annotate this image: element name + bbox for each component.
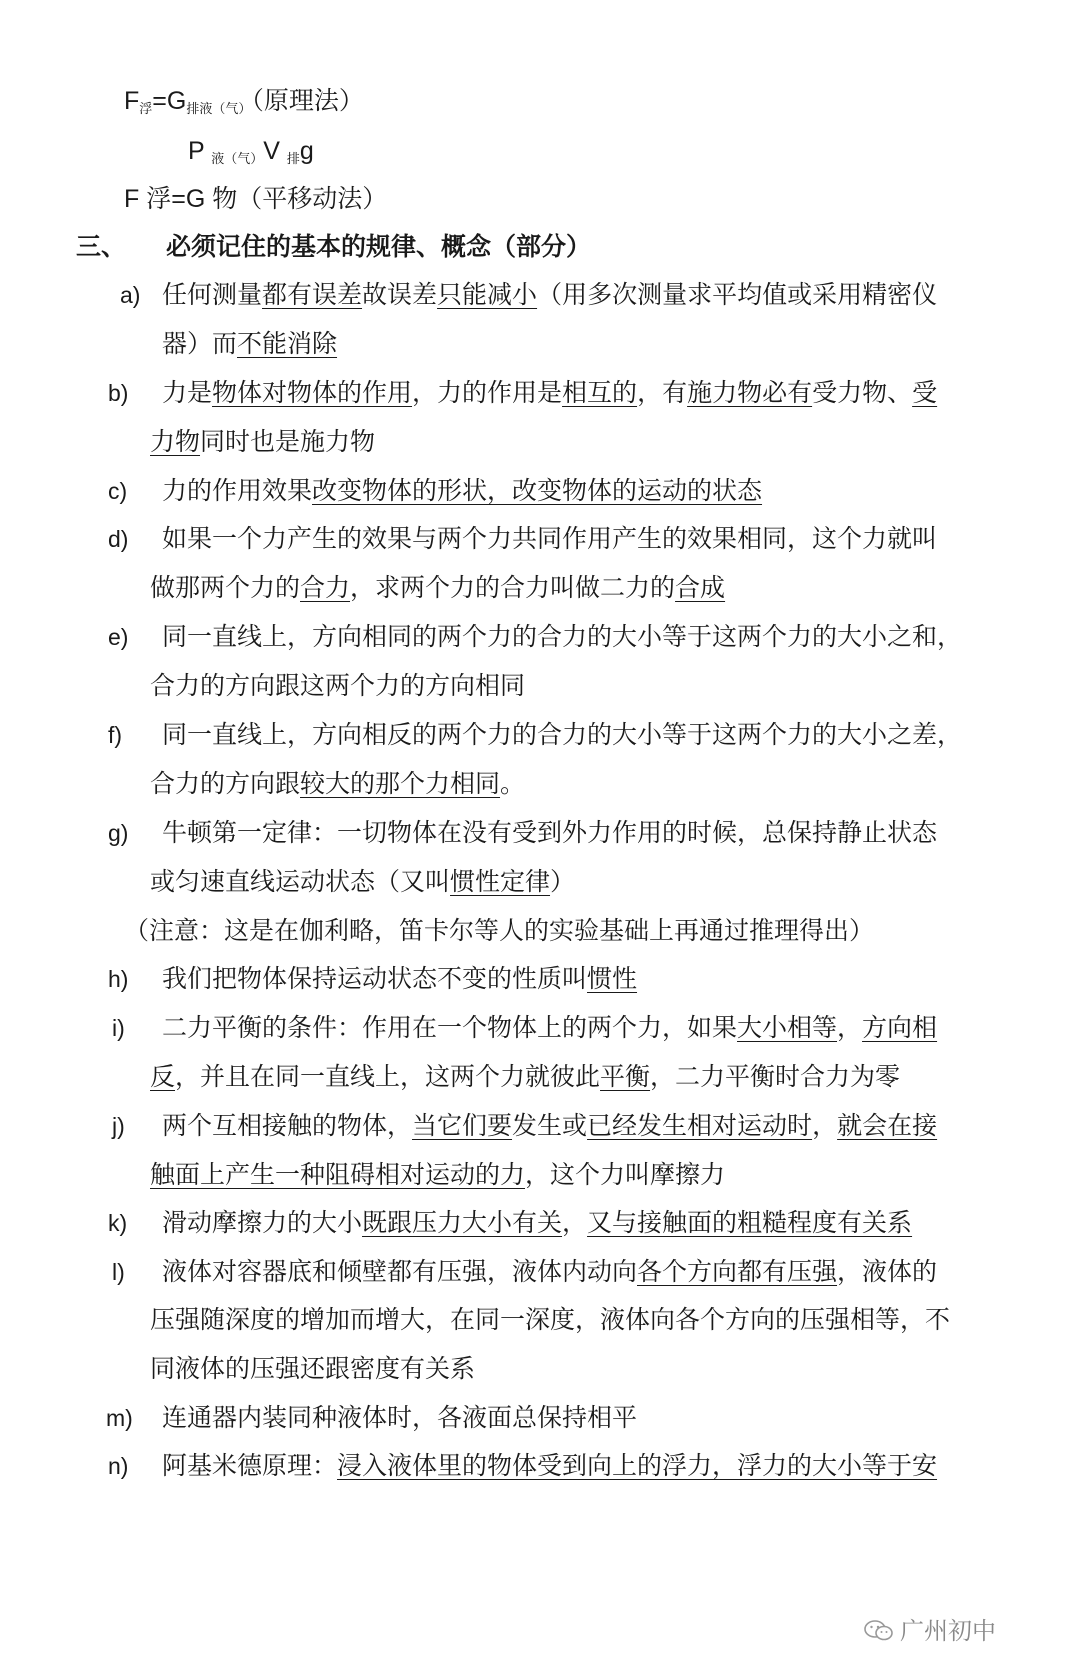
item-h-line1 [162, 962, 637, 996]
item-label: d) [108, 526, 129, 552]
formula-subscript: 液（气） [211, 151, 264, 166]
item-i-line1 [162, 1011, 937, 1045]
item-label: l) [112, 1259, 125, 1285]
item-d-line1 [162, 522, 937, 556]
item-n-line1 [162, 1449, 937, 1483]
key-phrase: 较大的那个力相同 [300, 769, 501, 798]
text: 同液体的压强还跟密度有关系 [150, 1354, 476, 1383]
key-phrase: 改变物体的形状，改变物体的运动的状态 [312, 476, 763, 505]
item-a-line2 [162, 327, 337, 361]
text: ，力的作用是 [412, 378, 563, 407]
item-label: m) [106, 1405, 133, 1431]
text: 发生或 [512, 1111, 588, 1140]
item-l-line3 [150, 1352, 475, 1386]
key-phrase: 相互的 [562, 378, 638, 407]
item-label: h) [108, 966, 129, 992]
text: ， [562, 1208, 588, 1237]
item-b-line1 [162, 376, 937, 410]
item-label: c) [108, 478, 128, 504]
key-phrase: 反 [150, 1062, 176, 1091]
item-label: e) [108, 624, 129, 650]
item-l-line1 [162, 1255, 937, 1289]
item-e-line1 [162, 620, 962, 654]
wechat-icon [864, 1619, 894, 1649]
item-i-line2 [150, 1060, 900, 1094]
item-b-line2 [150, 425, 375, 459]
watermark-text: 广州初中 [900, 1617, 996, 1645]
key-phrase: 合成 [675, 573, 726, 602]
item-k-line1 [162, 1206, 912, 1240]
text: ，求两个力的合力叫做二力的 [350, 573, 676, 602]
text: ， [812, 1111, 838, 1140]
item-j-line1 [162, 1109, 937, 1143]
key-phrase: 当它们要 [412, 1111, 513, 1140]
text: 受力物、 [812, 378, 913, 407]
item-f-line1 [162, 718, 962, 752]
item-l-line2 [150, 1303, 950, 1337]
item-a-line1 [162, 278, 937, 312]
watermark [864, 1611, 996, 1649]
text: 压强随深度的增加而增大，在同一深度，液体向各个方向的压强相等，不 [150, 1305, 951, 1334]
text: ，并且在同一直线上，这两个力就彼此 [175, 1062, 601, 1091]
text: 或匀速直线运动状态（又叫 [150, 867, 451, 896]
text: 同一直线上，方向相反的两个力的合力的大小等于这两个力的大小之差， [162, 720, 963, 749]
key-phrase: 惯性 [587, 964, 638, 993]
text: 。 [500, 769, 526, 798]
key-phrase: 不能消除 [237, 329, 338, 358]
text: 故误差 [362, 280, 438, 309]
key-phrase: 合力 [300, 573, 351, 602]
key-phrase: 大小相等 [737, 1013, 838, 1042]
text: ，有 [637, 378, 688, 407]
item-label: j) [112, 1113, 125, 1139]
key-phrase: 浸入液体里的物体受到向上的浮力，浮力的大小等于安 [337, 1451, 938, 1480]
formula-p: P [188, 137, 205, 165]
text: 合力的方向跟这两个力的方向相同 [150, 671, 526, 700]
text: （用多次测量求平均值或采用精密仪 [537, 280, 938, 309]
item-label: n) [108, 1453, 129, 1479]
text: 液体对容器底和倾壁都有压强，液体内动向 [162, 1257, 638, 1286]
formula-buoyancy-principle [124, 84, 364, 126]
formula-subscript: 排液（气） [186, 101, 252, 116]
formula-subscript: 排 [286, 151, 300, 166]
key-phrase: 就会在接 [837, 1111, 938, 1140]
formula-subscript: 浮 [139, 101, 153, 116]
section-title: 必须记住的基本的规律、概念（部分） [166, 232, 592, 261]
key-phrase: 既跟压力大小有关 [362, 1208, 563, 1237]
item-d-line2 [150, 571, 725, 605]
item-g-line2 [150, 865, 575, 899]
text: 牛顿第一定律：一切物体在没有受到外力作用的时候，总保持静止状态 [162, 818, 938, 847]
text: ，液体的 [837, 1257, 938, 1286]
item-label: f) [108, 722, 123, 748]
text: 二力平衡的条件：作用在一个物体上的两个力，如果 [162, 1013, 738, 1042]
text: 任何测量 [162, 280, 263, 309]
key-phrase: 受 [912, 378, 938, 407]
text: 我们把物体保持运动状态不变的性质叫 [162, 964, 588, 993]
item-m-line1 [162, 1401, 637, 1435]
text: 力是 [162, 378, 213, 407]
formula-f: F [124, 87, 140, 115]
formula-g: g [299, 137, 314, 165]
section-heading [76, 230, 591, 264]
key-phrase: 惯性定律 [450, 867, 551, 896]
key-phrase: 施力物必有 [687, 378, 813, 407]
text: 连通器内装同种液体时，各液面总保持相平 [162, 1403, 638, 1432]
item-label: a) [120, 282, 141, 308]
section-number: 三、 [76, 232, 127, 261]
item-g-line1 [162, 816, 937, 850]
text: 同一直线上，方向相同的两个力的合力的大小等于这两个力的大小之和， [162, 622, 963, 651]
key-phrase: 力物 [150, 427, 201, 456]
item-e-line2 [150, 669, 525, 703]
key-phrase: 方向相 [862, 1013, 938, 1042]
item-label: b) [108, 380, 129, 406]
key-phrase: 各个方向都有压强 [637, 1257, 838, 1286]
formula-v: V [263, 137, 280, 165]
item-label: i) [112, 1015, 125, 1041]
item-label: g) [108, 820, 129, 846]
text: 滑动摩擦力的大小 [162, 1208, 363, 1237]
text: 如果一个力产生的效果与两个力共同作用产生的效果相同，这个力就叫 [162, 524, 938, 553]
text: ，这个力叫摩擦力 [525, 1160, 726, 1189]
item-f-line2 [150, 767, 525, 801]
text: 力的作用效果 [162, 476, 313, 505]
formula-eq-g: =G [152, 87, 187, 115]
formula-density-volume [188, 134, 314, 176]
key-phrase: 平衡 [600, 1062, 651, 1091]
key-phrase: 已经发生相对运动时 [587, 1111, 813, 1140]
text: ， [837, 1013, 863, 1042]
text: 合力的方向跟 [150, 769, 301, 798]
text: ） [550, 867, 576, 896]
key-phrase: 只能减小 [437, 280, 538, 309]
text: 两个互相接触的物体， [162, 1111, 413, 1140]
formula-translation: F 浮=G 物（平移动法） [124, 185, 388, 213]
item-c-line1 [162, 474, 762, 508]
text: 做那两个力的 [150, 573, 301, 602]
text: 同时也是施力物 [200, 427, 376, 456]
text: ，二力平衡时合力为零 [650, 1062, 901, 1091]
item-label: k) [108, 1210, 128, 1236]
text: 器）而 [162, 329, 238, 358]
key-phrase: 都有误差 [262, 280, 363, 309]
key-phrase: 触面上产生一种阻碍相对运动的力 [150, 1160, 526, 1189]
item-j-line2 [150, 1158, 725, 1192]
note-line: （注意：这是在伽利略，笛卡尔等人的实验基础上再通过推理得出） [124, 916, 875, 945]
key-phrase: 物体对物体的作用 [212, 378, 413, 407]
formula-note: （原理法） [251, 87, 364, 115]
key-phrase: 又与接触面的粗糙程度有关系 [587, 1208, 913, 1237]
text: 阿基米德原理： [162, 1451, 338, 1480]
